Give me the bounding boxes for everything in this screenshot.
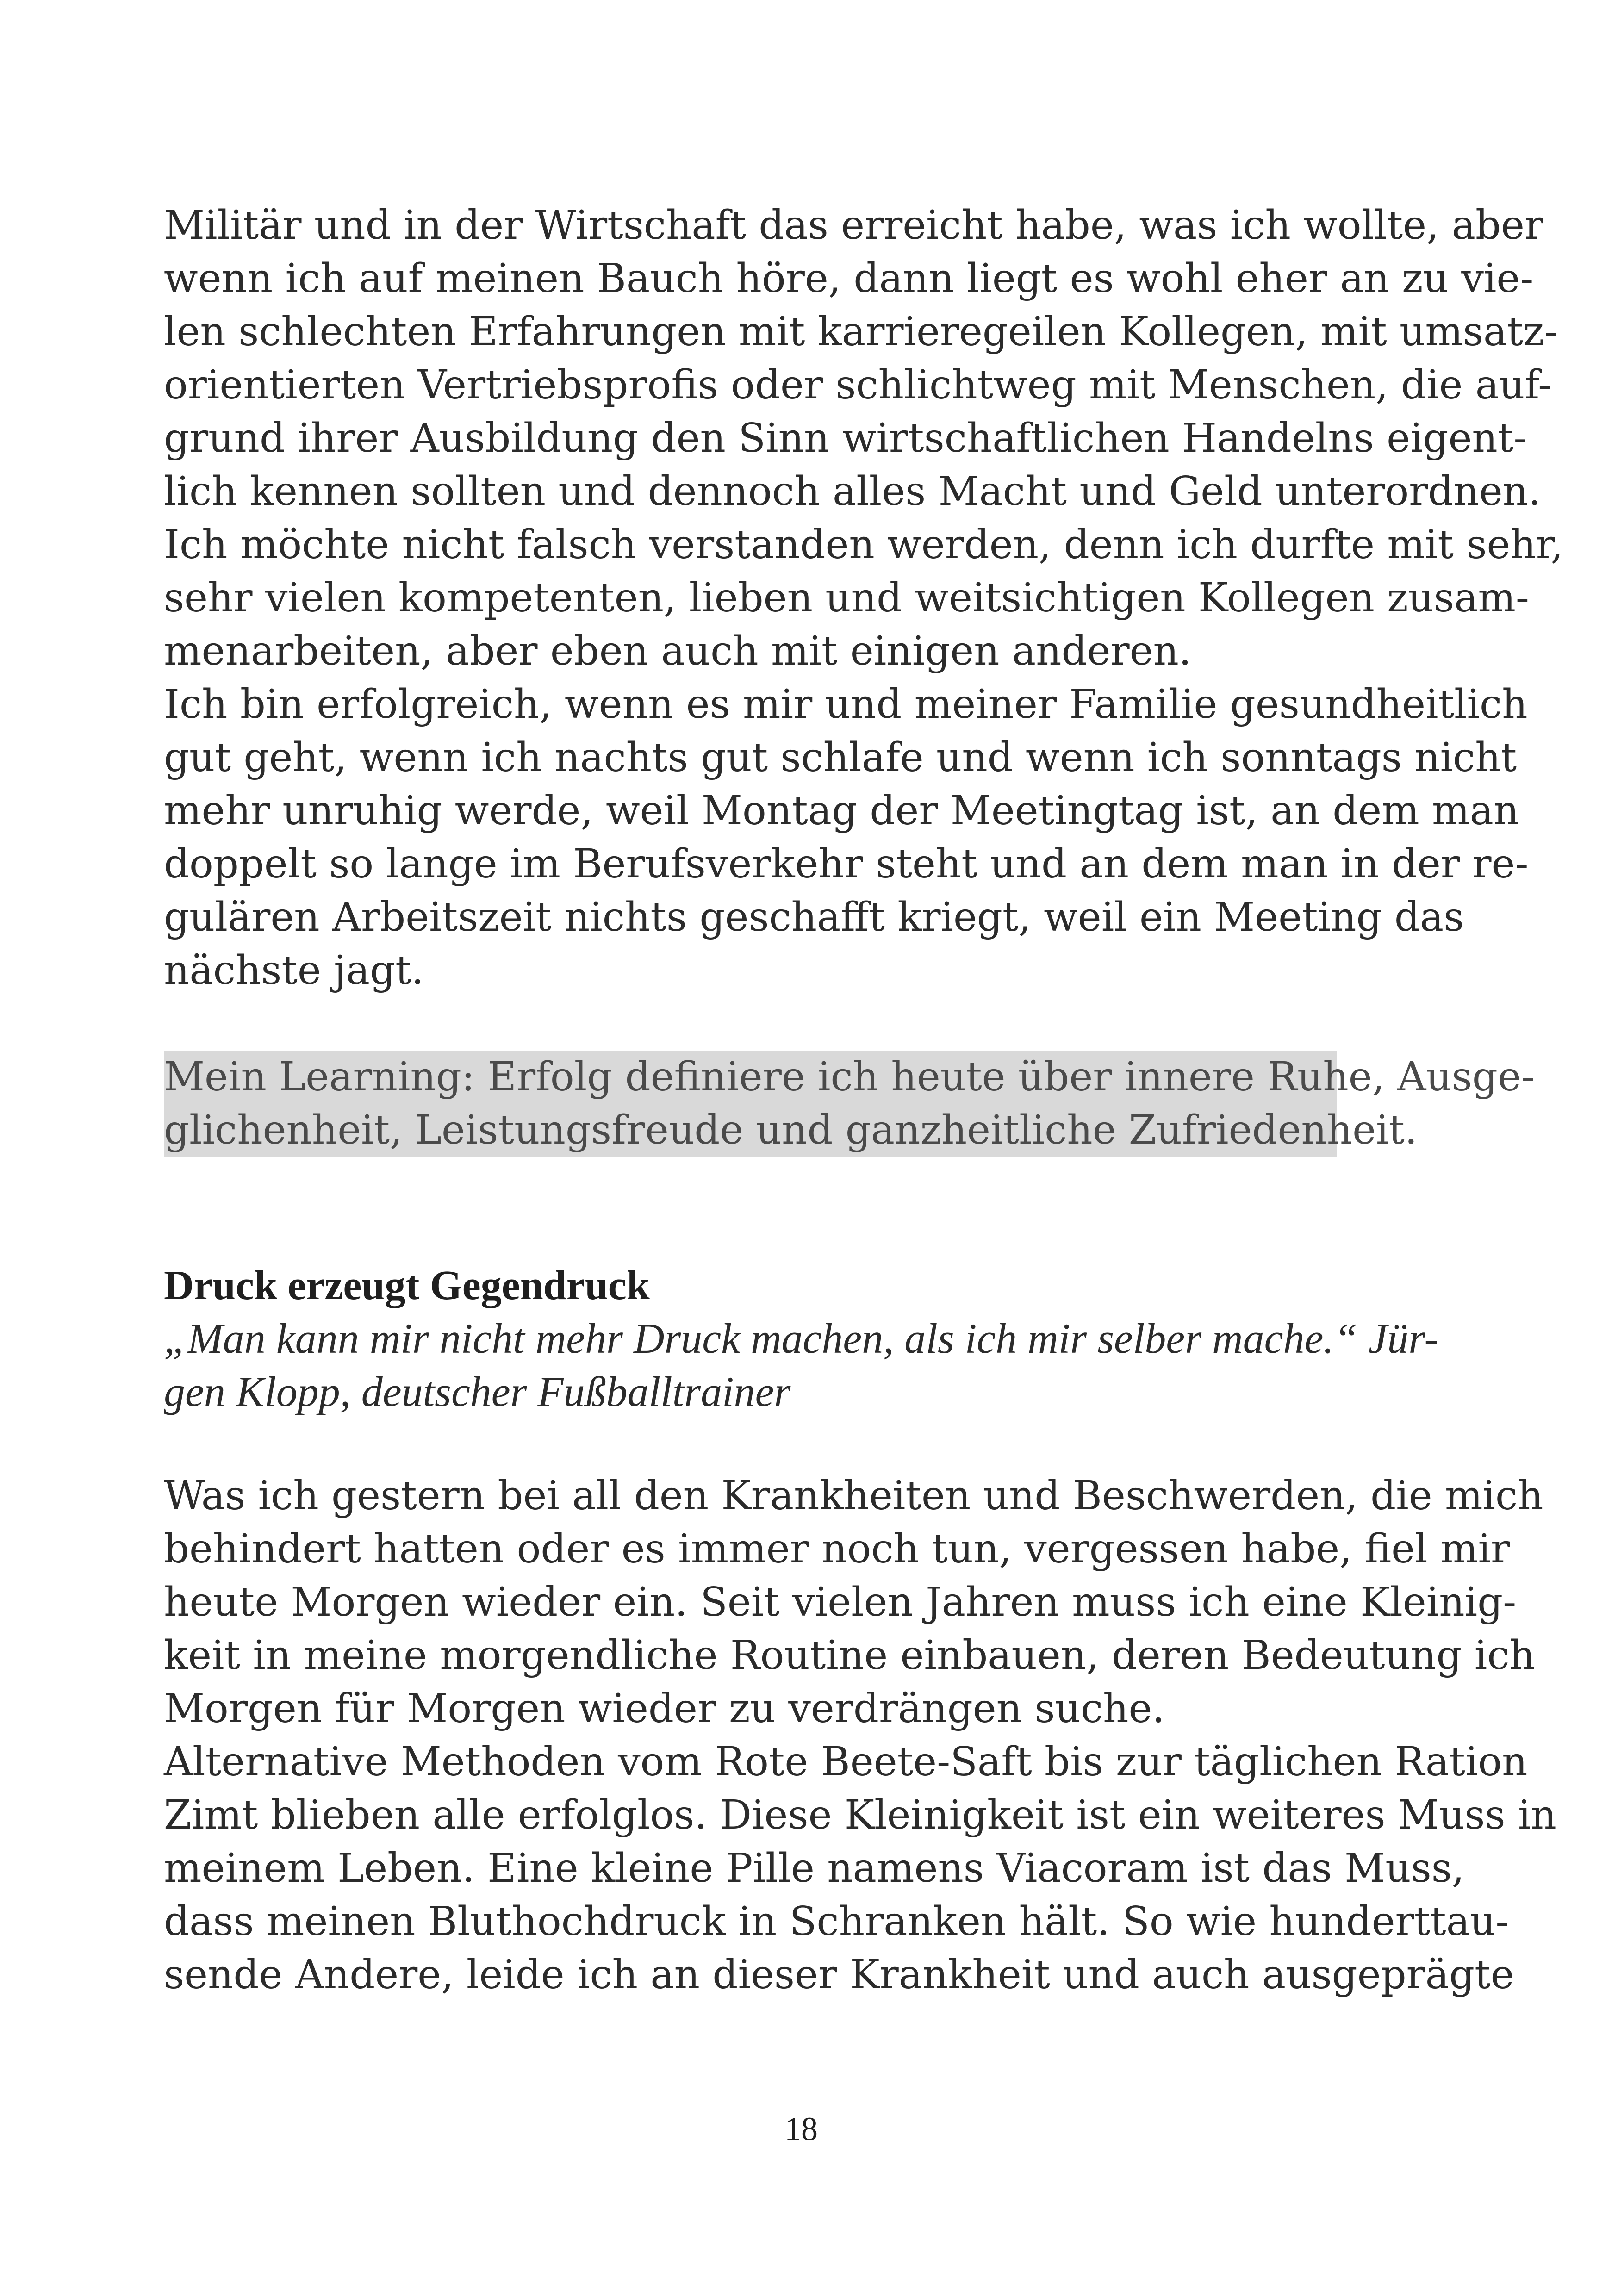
text-line: meinem Leben. Eine kleine Pille namens Viacoram ist das Muss, [164, 1845, 1465, 1892]
text-line: glichenheit, Leistungsfreude und ganzheitliche Zufriedenheit. [164, 1107, 1418, 1153]
text-line: gut geht, wenn ich nachts gut schlafe und wenn ich sonntags nicht [164, 734, 1517, 781]
text-line: doppelt so lange im Berufsverkehr steht und an dem man in der re- [164, 841, 1529, 887]
quote [164, 1312, 1438, 1419]
text-line: Ich bin erfolgreich, wenn es mir und meiner Familie gesundheitlich [164, 681, 1528, 728]
text-line: sehr vielen kompetenten, lieben und weitsichtigen Kollegen zusam- [164, 575, 1529, 621]
text-line: keit in meine morgendliche Routine einbauen, deren Bedeutung ich [164, 1632, 1535, 1679]
learning-box [164, 1051, 1535, 1157]
text-line: nächste jagt. [164, 947, 424, 994]
text-line: orientierten Vertriebsprofis oder schlichtweg mit Menschen, die auf- [164, 362, 1552, 408]
text-line: gulären Arbeitszeit nichts geschafft kriegt, weil ein Meeting das [164, 894, 1464, 940]
text-line: dass meinen Bluthochdruck in Schranken hält. So wie hunderttau- [164, 1898, 1509, 1945]
text-line: mehr unruhig werde, weil Montag der Meetingtag ist, an dem man [164, 788, 1519, 834]
paragraph-4 [164, 1736, 1556, 2002]
paragraph-2 [164, 678, 1529, 997]
page-number: 18 [784, 2110, 818, 2147]
section-heading: Druck erzeugt Gegendruck [164, 1263, 650, 1308]
text-line: „Man kann mir nicht mehr Druck machen, als ich mir selber mache.“ Jür- [164, 1315, 1438, 1362]
text-line: sende Andere, leide ich an dieser Krankheit und auch ausgeprägte [164, 1952, 1514, 1998]
paragraph-3 [164, 1469, 1543, 1736]
text-line: Mein Learning: Erfolg definiere ich heute über innere Ruhe, Ausge- [164, 1054, 1535, 1100]
text-line: len schlechten Erfahrungen mit karrieregeilen Kollegen, mit umsatz- [164, 309, 1558, 355]
text-line: menarbeiten, aber eben auch mit einigen anderen. [164, 628, 1192, 674]
paragraph-1 [164, 199, 1563, 678]
text-line: Morgen für Morgen wieder zu verdrängen suche. [164, 1686, 1165, 1732]
text-line: Ich möchte nicht falsch verstanden werden, denn ich durfte mit sehr, [164, 522, 1563, 568]
text-line: gen Klopp, deutscher Fußballtrainer [164, 1368, 791, 1415]
text-line: heute Morgen wieder ein. Seit vielen Jahren muss ich eine Kleinig- [164, 1579, 1517, 1625]
text-line: wenn ich auf meinen Bauch höre, dann liegt es wohl eher an zu vie- [164, 255, 1534, 302]
text-line: behindert hatten oder es immer noch tun, vergessen habe, fiel mir [164, 1526, 1510, 1572]
text-line: Was ich gestern bei all den Krankheiten und Beschwerden, die mich [164, 1473, 1543, 1519]
text-line: Zimt blieben alle erfolglos. Diese Kleinigkeit ist ein weiteres Muss in [164, 1792, 1556, 1838]
text-line: Militär und in der Wirtschaft das erreicht habe, was ich wollte, aber [164, 202, 1544, 249]
text-line: grund ihrer Ausbildung den Sinn wirtschaftlichen Handelns eigent- [164, 415, 1527, 461]
book-page [164, 0, 1563, 2296]
text-line: Alternative Methoden vom Rote Beete-Saft bis zur täglichen Ration [164, 1739, 1528, 1785]
text-line: lich kennen sollten und dennoch alles Macht und Geld unterordnen. [164, 468, 1541, 515]
